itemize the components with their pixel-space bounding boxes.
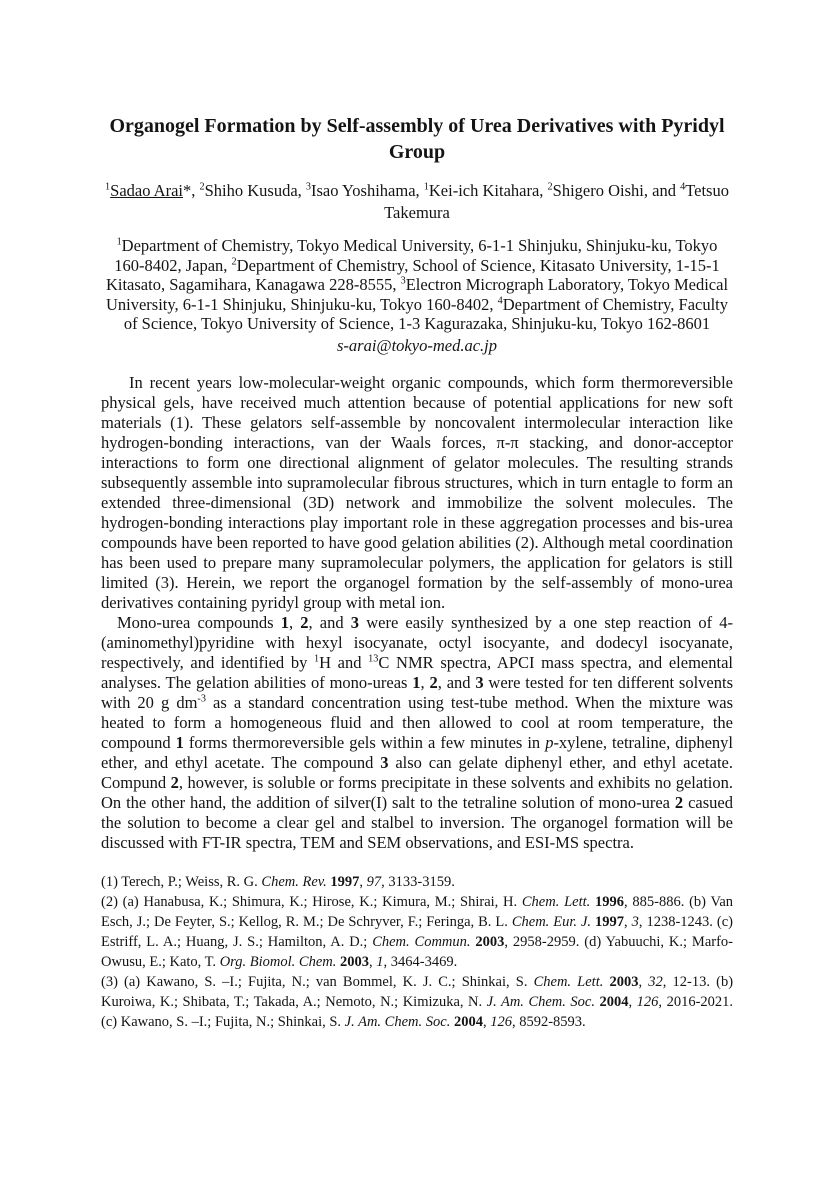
abstract-body — [101, 373, 733, 853]
paper-title: Organogel Formation by Self-assembly of Urea Derivatives with Pyridyl Group — [109, 115, 725, 163]
author-list: $^1$Sadao Arai*, $^2$Shiho Kusuda, $^3$Isao Yoshihama, $^1$Kei-ich Kitahara, $^2$Shigero Oishi, and $^4$Tetsuo Takemura — [105, 181, 729, 222]
body-paragraph-2: Mono-urea compounds 1, 2, and 3 were easily synthesized by a one step reaction of 4-(aminomethyl)pyridine with hexyl isocyanate, octyl isocyante, and dodecyl isocyanate, respectively, and identified by $^1$H and $^{13}$C NMR spectra, APCI mass spectra, and elemental analyses. The gelation abilities of mono-ureas 1, 2, and 3 were tested for ten different solvents with 20 g $dm^{-3}$ as a standard concentration using test-tube method. When the mixture was heated to form a homogeneous fluid and then allowed to cool at room temperature, the compound 1 forms thermoreversible gels within a few minutes in p-xylene, tetraline, diphenyl ether, and ethyl acetate. The compound 3 also can gelate diphenyl ether, and ethyl acetate. Compund 2, however, is soluble or forms precipitate in these solvents and exhibits no gelation. On the other hand, the addition of silver(I) salt to the tetraline solution of mono-urea 2 casued the solution to become a clear gel and stalbel to inversion. The organogel formation will be discussed with FT-IR spectra, TEM and SEM observations, and ESI-MS spectra. — [101, 612, 734, 852]
reference-3: (3) (a) Kawano, S. –I.; Fujita, N.; van Bommel, K. J. C.; Shinkai, S. Chem. Lett. 2003, 32, 12-13. (b) Kuroiwa, K.; Shibata, T.; Takada, A.; Nemoto, N.; Kimizuka, N. J. Am. Chem. Soc. 2004, 126, 2016-2021. (c) Kawano, S. –I.; Fujita, N.; Shinkai, S. J. Am. Chem. Soc. 2004, 126, 8592-8593. — [101, 973, 734, 1030]
references-section — [101, 872, 733, 1032]
contact-email: s-arai@tokyo-med.ac.jp — [337, 335, 497, 355]
body-paragraph-1: In recent years low-molecular-weight organic compounds, which form thermoreversible physical gels, have received much attention because of potential applications for new soft materials (1). These gelators self-assemble by noncovalent intermolecular interaction like hydrogen-bonding interactions, van der Waals forces, π-π stacking, and donor-acceptor interactions to form one directional alignment of gelator molecules. The resulting strands subsequently assemble into supramolecular fibrous structures, which in turn entagle to form an extended three-dimensional (3D) network and immobilize the solvent molecules. The hydrogen-bonding interactions play important role in these aggregation processes and bis-urea compounds have been reported to have good gelation abilities (2). Although metal coordination has been used to prepare many supramolecular polymers, the application for gelators is still limited (3). Herein, we report the organogel formation by the self-assembly of mono-urea derivatives containing pyridyl group with metal ion. — [101, 372, 733, 612]
reference-2: (2) (a) Hanabusa, K.; Shimura, K.; Hirose, K.; Kimura, M.; Shirai, H. Chem. Lett. 1996, 885-886. (b) Van Esch, J.; De Feyter, S.; Kellog, R. M.; De Schryver, F.; Feringa, B. L. Chem. Eur. J. 1997, 3, 1238-1243. (c) Estriff, L. A.; Huang, J. S.; Hamilton, A. D.; Chem. Commun. 2003, 2958-2959. (d) Yabuuchi, K.; Marfo-Owusu, E.; Kato, T. Org. Biomol. Chem. 2003, 1, 3464-3469. — [101, 893, 734, 970]
affiliation-list: $^1$Department of Chemistry, Tokyo Medical University, 6-1-1 Shinjuku, Shinjuku-ku, Tokyo 160-8402, Japan, $^2$Department of Chemistry, School of Science, Kitasato University, 1-15-1 Kitasato, Sagamihara, Kanagawa 228-8555, $^3$Electron Micrograph Laboratory, Tokyo Medical University, 6-1-1 Shinjuku, Shinjuku-ku, Tokyo 160-8402, $^4$Department of Chemistry, Faculty of Science, Tokyo University of Science, 1-3 Kagurazaka, Shinjuku-ku, Tokyo 162-8601 — [105, 236, 729, 333]
reference-1: (1) Terech, P.; Weiss, R. G. Chem. Rev. 1997, 97, 3133-3159. — [101, 873, 455, 890]
